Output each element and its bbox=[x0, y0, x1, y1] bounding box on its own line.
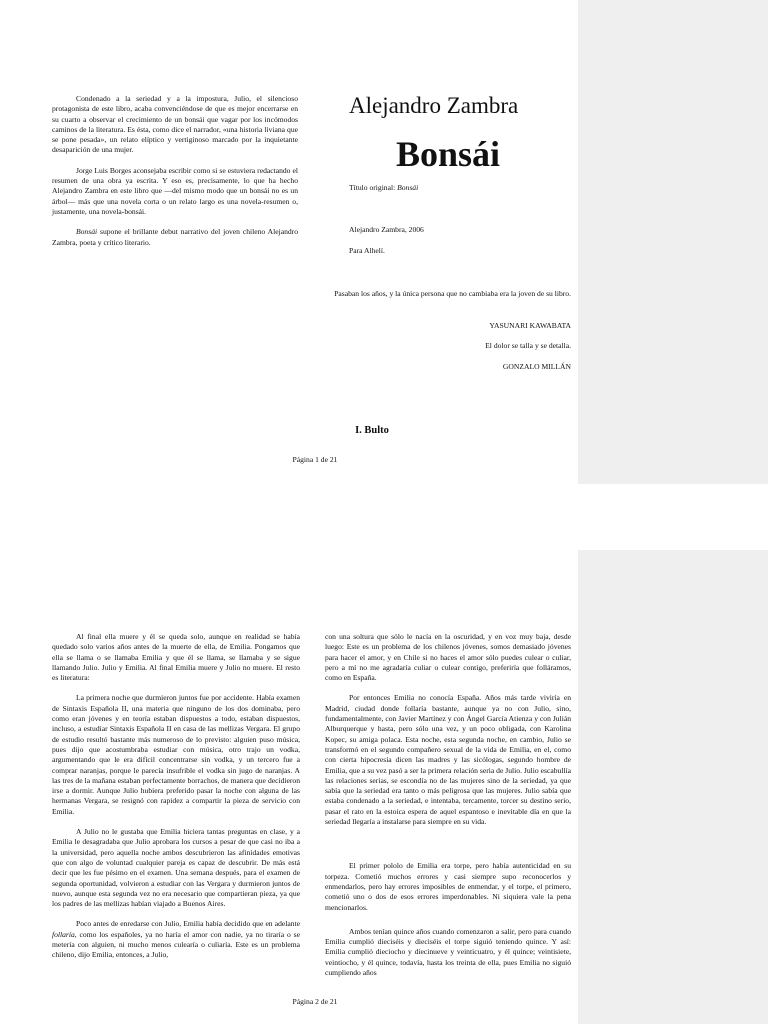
paragraph: con una soltura que sólo le nacía en la oscuridad, y en voz muy baja, desde luego: Este es un problema de los chilenos jóvenes, somos demasiado jóvenes para hacer el amor, y en Chile si no haces el amor sólo puedes culear o culiar, pero a mí no me agradaría culiar o culear contigo, preferiría que folláramos, como en España. bbox=[325, 632, 571, 683]
blurb-paragraph-3: Bonsái supone el brillante debut narrativo del joven chileno Alejandro Zambra, poeta y crítico literario. bbox=[52, 227, 298, 247]
paragraph: La primera noche que durmieron juntos fue por accidente. Había examen de Sintaxis Española II, una materia que ninguno de los dos dominaba, pero como eran jóvenes y en teoría estaban dispuestos a todo, estaban dispuestos, incluso, a estudiar Sintaxis Española II en casa de las mellizas Vergara. El grupo de estudio resultó bastante más numeroso de lo previsto: alguien puso música, pues dijo que acostumbraba estudiar con música, otro trajo un vodka, argumentando que le era difícil concentrarse sin vodka, y un tercero fue a comprar naranjas, porque le parecía insufrible el vodka sin jugo de naranjas. A las tres de la mañana estaban perfectamente borrachos, de manera que decidieron irse a dormir. Aunque Julio hubiera preferido pasar la noche con alguna de las hermanas Vergara, se resignó con rapidez a compartir la pieza de servicio con Emilia. bbox=[52, 693, 300, 816]
italic-word: follaría bbox=[52, 929, 75, 939]
original-title: Título original: Bonsái bbox=[349, 183, 419, 192]
paragraph: Ambos tenían quince años cuando comenzaron a salir, pero para cuando Emilia cumplió dieciséis y dieciséis el torpe siguió teniendo quince. Y así: Emilia cumplió dieciocho y diecinueve y veinticuatro, y él quince; veintisiete, veintiocho, y él quince, todavía, hasta los treinta de ella, pues Emilia no siguió cumpliendo años bbox=[325, 926, 571, 978]
paragraph: Al final ella muere y él se queda solo, aunque en realidad se había quedado solo varios años antes de la muerte de ella, de Emilia. Pongamos que ella se llama o se llamaba Emilia y que él se llama, se llamaba y se sigue llamando Julio. Julio y Emilia. Al final Emilia muere y Julio no muere. El resto es literatura: bbox=[52, 632, 300, 683]
copyright-line: Alejandro Zambra, 2006 bbox=[349, 225, 424, 234]
text-column-right bbox=[325, 632, 571, 978]
page-number-2: Página 2 de 21 bbox=[292, 997, 338, 1006]
paragraph: Por entonces Emilia no conocía España. Años más tarde viviría en Madrid, ciudad donde follaría bastante, aunque ya no con Julio, sino, fundamentalmente, con Javier Martínez y con Ángel García Atienza y con Julián Alburquerque y hasta, pero sólo una vez, y un poco obligada, con Karolina Kopec, su amiga polaca. Esta noche, esta segunda noche, en cambio, Julio se transformó en el segundo compañero sexual de la vida de Emilia, en el, como con cierta hipocresía dicen las madres y las sicólogas, segundo hombre de Emilia, que a su vez pasó a ser la primera relación seria de Julio. Julio escabullía las relaciones serias, se escondía no de las mujeres sino de la seriedad, ya que sabía que la seriedad era tanto o más peligrosa que las mujeres. Julio sabía que estaba condenado a la seriedad, e intentaba, tercamente, torcer su destino serio, pasar el rato en la estoica espera de aquel espantoso e inevitable día en que la seriedad llegaría a instalarse para siempre en su vida. bbox=[325, 693, 571, 827]
dedication: Para Alhelí. bbox=[349, 246, 385, 255]
epigraph-2: El dolor se talla y se detalla. bbox=[485, 341, 571, 350]
page-number-1: Página 1 de 21 bbox=[292, 455, 338, 464]
blurb-paragraph-2: Jorge Luis Borges aconsejaba escribir como si se estuviera redactando el resumen de una obra ya escrita. Y eso es, precisamente, lo que ha hecho Alejandro Zambra en este libro que —del mismo modo que un bonsái no es un árbol— más que una novela corta o un relato largo es una novela-resumen o, justamente, una novela-bonsái. bbox=[52, 165, 298, 216]
back-cover-blurb bbox=[52, 94, 298, 248]
blurb-book-title: Bonsái bbox=[76, 227, 98, 237]
epigraph-2-author: GONZALO MILLÁN bbox=[502, 362, 571, 371]
chapter-heading: I. Bulto bbox=[355, 425, 389, 436]
page-margin-panel-2 bbox=[578, 550, 768, 1024]
page-margin-panel-1 bbox=[578, 0, 768, 484]
book-author: Alejandro Zambra bbox=[349, 93, 519, 118]
paragraph: A Julio no le gustaba que Emilia hiciera tantas preguntas en clase, y a Emilia le desagradaba que Julio aprobara los cursos a pesar de que casi no iba a la universidad, pero aquella noche ambos descubrieron las afinidades emotivas que con algo de voluntad cualquier pareja es capaz de descubrir. De más está decir que les fue pésimo en el examen. Una semana después, para el examen de segunda oportunidad, volvieron a estudiar con las Vergara y durmieron juntos de nuevo, aunque esta segunda vez no era necesario que compartieran pieza, ya que los padres de las mellizas habían viajado a Buenos Aires. bbox=[52, 827, 300, 909]
book-title: Bonsái bbox=[396, 134, 501, 174]
text-column-left bbox=[52, 632, 300, 961]
epigraph-1: Pasaban los años, y la única persona que no cambiaba era la joven de su libro. bbox=[334, 289, 571, 298]
paragraph: El primer pololo de Emilia era torpe, pero había autenticidad en su torpeza. Cometió muchos errores y casi siempre supo reconocerlos y enmendarlos, pero hay errores imposibles de enmendar, y el torpe, el primero, cometió uno o dos de esos errores imperdonables. Ni siquiera vale la pena mencionarlos. bbox=[325, 861, 571, 912]
paragraph: Poco antes de enredarse con Julio, Emilia había decidido que en adelante follaría, como los españoles, ya no haría el amor con nadie, ya no tiraría o se metería con alguien, ni mucho menos culearía o culiaría. Este es un problema chileno, dijo Emilia, entonces, a Julio, bbox=[52, 919, 300, 960]
epigraph-1-author: YASUNARI KAWABATA bbox=[489, 321, 571, 330]
blurb-paragraph-1: Condenado a la seriedad y a la impostura, Julio, el silencioso protagonista de este libro, acaba convenciéndose de que es mejor encerrarse en su cuarto a observar el crecimiento de un bonsái que vagar por los incómodos caminos de la literatura. Es ésta, como dice el narrador, «una historia liviana que se pone pesada», un relato elíptico y vertiginoso marcado por la inquietante desaparición de una mujer. bbox=[52, 94, 298, 155]
